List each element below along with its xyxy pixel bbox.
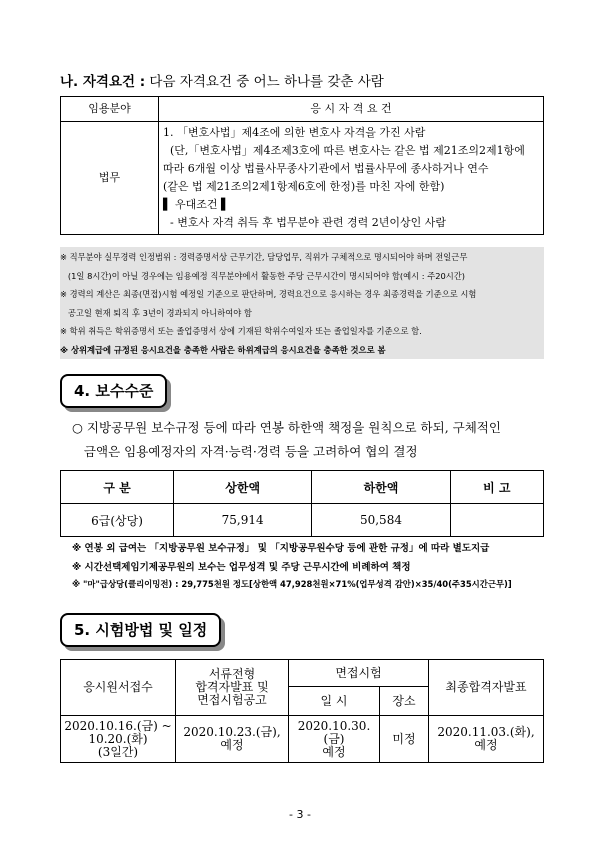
exam-place-cell: 미정: [380, 716, 429, 763]
note-line: ※ 학위 취득은 학위증명서 또는 졸업증명서 상에 기재된 학위수여일자 또는 졸업일자를 기준으로 함.: [60, 326, 422, 336]
exam-section-header: 5. 시험방법 및 일정: [60, 613, 221, 647]
page-number: - 3 -: [289, 808, 311, 821]
pay-section-header: 4. 보수수준: [60, 374, 167, 408]
note-line: ※ 직무분야 실무경력 인정범위 : 경력증명서상 근무기간, 담당업무, 직위가 구체적으로 명시되어야 하며 전일근무: [60, 252, 468, 262]
exam-col-interview: 면접시험: [289, 660, 429, 687]
col-field-header: 임용분야: [61, 97, 159, 122]
note-line: ※ 상위계급에 규정된 응시요건을 충족한 사람은 하위계급의 응시요건을 충족한 것으로 봄: [60, 344, 386, 355]
pay-col-upper: 상한액: [174, 471, 312, 504]
pay-col-lower: 하한액: [312, 471, 450, 504]
field-cell: 법무: [61, 122, 159, 235]
exam-apply-cell: 2020.10.16.(금) ~ 10.20.(화) (3일간): [61, 716, 176, 763]
pay-lower-cell: 50,584: [312, 504, 450, 537]
requirement-line: (같은 법 제21조의2제1항제6호에 한정)를 마친 자에 한함): [163, 180, 445, 193]
pay-table: [60, 470, 544, 537]
requirement-cell: [159, 122, 544, 235]
exam-col-doc: 서류전형 합격자발표 및 면접시험공고: [176, 660, 289, 716]
col-requirement-header: 응 시 자 격 요 건: [159, 97, 544, 122]
exam-doc-cell: 2020.10.23.(금), 예정: [176, 716, 289, 763]
pay-para-line: 금액은 임용예정자의 자격·능력·경력 등을 고려하여 협의 결정: [72, 444, 418, 459]
exam-col-place: 장소: [380, 687, 429, 716]
exam-schedule-table: [60, 659, 544, 763]
note-line: (1일 8시간)이 아닐 경우에는 임용예정 직무분야에서 활동한 주당 근무시간이 명시되어야 함(예시 : 주20시간): [60, 270, 466, 281]
requirement-line: 1. 「변호사법」제4조에 의한 변호사 자격을 가진 사람: [163, 126, 426, 139]
requirement-line: - 변호사 자격 취득 후 법무분야 관련 경력 2년이상인 사람: [163, 216, 446, 229]
requirement-line: 따라 6개월 이상 법률사무종사기관에서 법률사무에 종사하거나 연수: [163, 162, 489, 175]
qualification-title-bold: 나. 자격요건 :: [60, 74, 146, 90]
pay-bullet: ※ "마"급상당(클리이밍전) : 29,775천원 정도[상한액 47,928천원×71%(업무성격 감안)×35/40(주35시간근무)]: [72, 579, 512, 589]
pay-para-line: ○ 지방공무원 보수규정 등에 따라 연봉 하한액 책정을 원칙으로 하되, 구체적인: [72, 420, 501, 435]
qualification-title-rest: 다음 자격요건 중 어느 하나를 갖춘 사람: [145, 74, 384, 90]
notes-box: [60, 247, 544, 359]
pay-grade-cell: 6급(상당): [61, 504, 174, 537]
exam-col-final: 최종합격자발표: [429, 660, 544, 716]
preference-heading: ▌ 우대조건 ▌: [163, 198, 230, 211]
pay-bullet: ※ 시간선택제임기제공무원의 보수는 업무성격 및 주당 근무시간에 비례하여 책정: [72, 562, 411, 573]
pay-bullet: ※ 연봉 외 급여는 「지방공무원 보수규정」 및 「지방공무원수당 등에 관한 규정」에 따라 별도지급: [72, 543, 490, 554]
qualification-title: [60, 70, 384, 90]
pay-note-cell: [450, 504, 543, 537]
pay-col-note: 비 고: [450, 471, 543, 504]
exam-col-apply: 응시원서접수: [61, 660, 176, 716]
pay-paragraph: [72, 416, 552, 464]
requirement-line: (단,「변호사법」제4조제3호에 따른 변호사는 같은 법 제21조의2제1항에: [163, 144, 525, 157]
exam-date-cell: 2020.10.30.(금) 예정: [289, 716, 380, 763]
exam-col-date: 일 시: [289, 687, 380, 716]
qualification-table: [60, 96, 544, 235]
note-line: 공고일 현재 퇴직 후 3년이 경과되지 아니하여야 함: [60, 307, 252, 318]
note-line: ※ 경력의 계산은 최종(면접)시험 예정일 기준으로 판단하며, 경력요건으로 응시하는 경우 최종경력을 기준으로 시험: [60, 289, 477, 299]
pay-upper-cell: 75,914: [174, 504, 312, 537]
exam-final-cell: 2020.11.03.(화), 예정: [429, 716, 544, 763]
pay-col-grade: 구 분: [61, 471, 174, 504]
